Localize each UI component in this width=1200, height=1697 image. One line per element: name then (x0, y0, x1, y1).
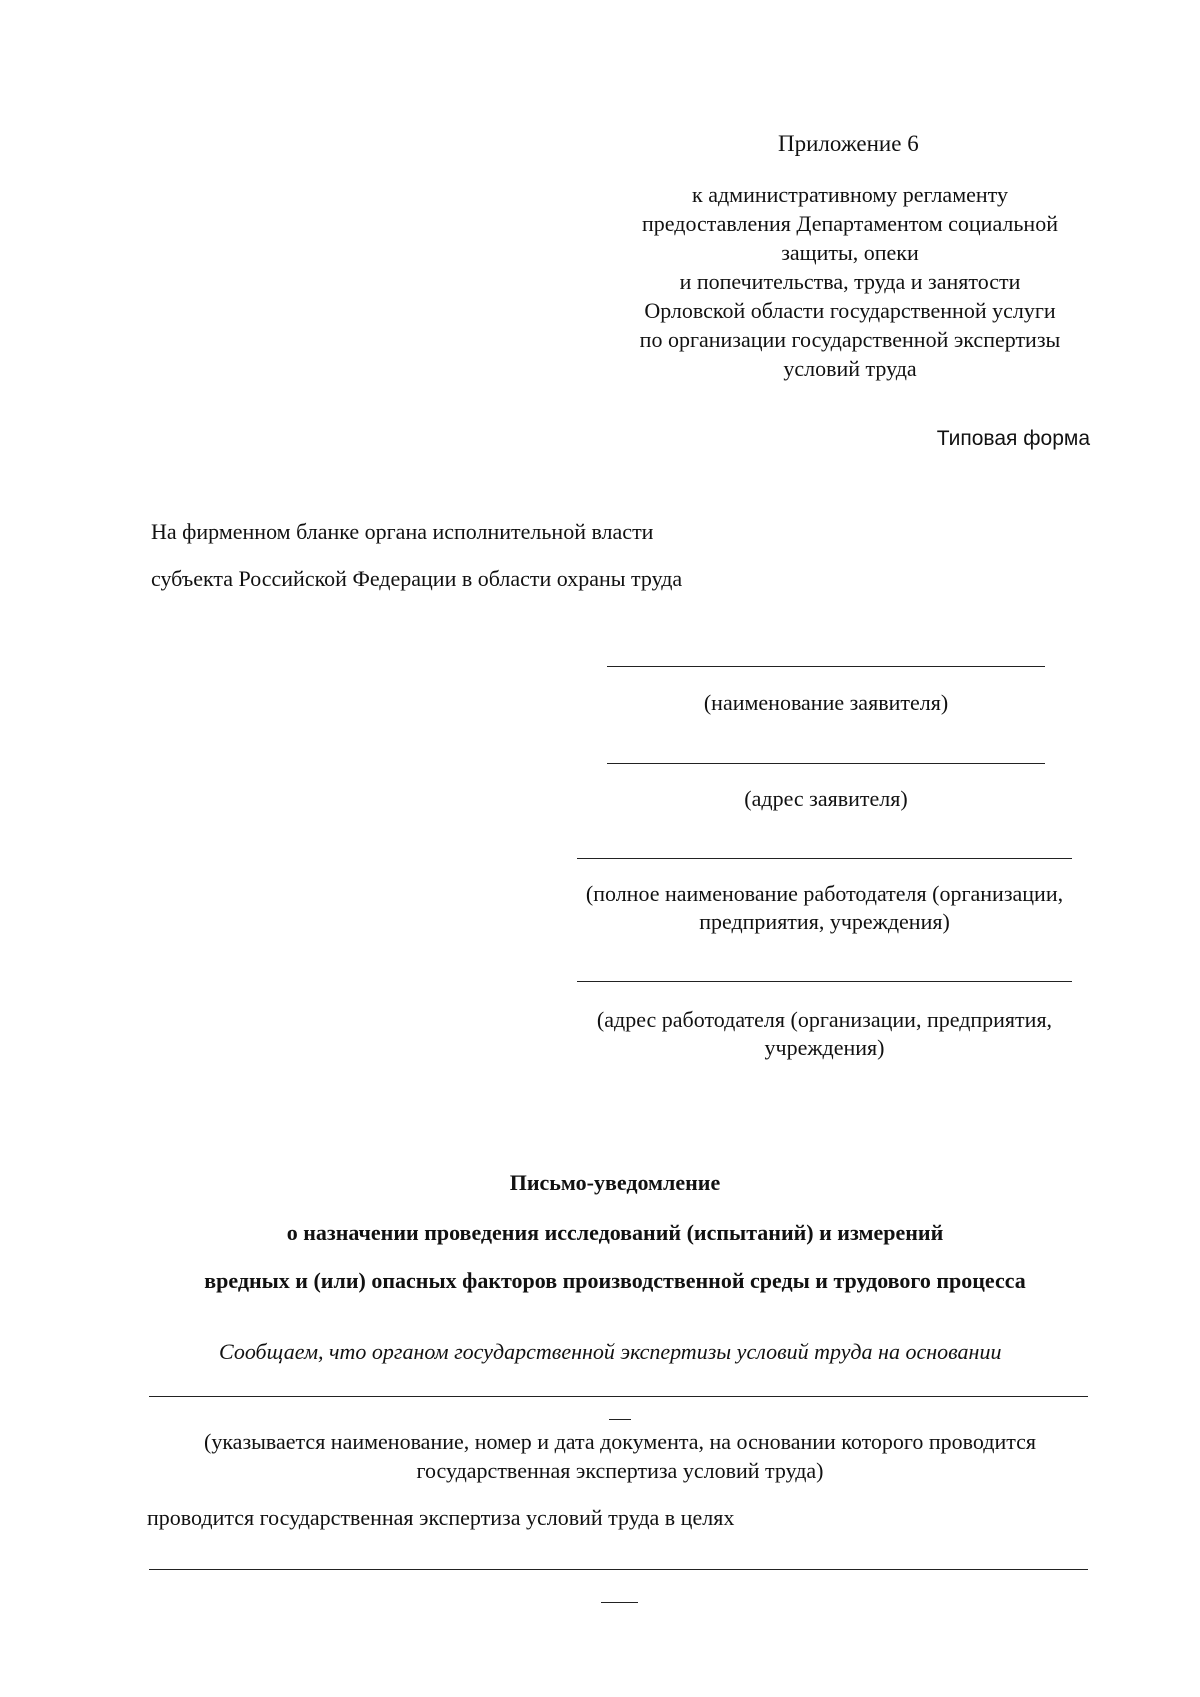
form-type-label: Типовая форма (936, 427, 1090, 450)
continuation-dash (601, 1602, 638, 1603)
appendix-line: защиты, опеки (781, 240, 919, 265)
applicant-address-caption: (адрес заявителя) (744, 786, 908, 811)
applicant-address-field[interactable] (607, 763, 1045, 764)
letter-subtitle-line1: о назначении проведения исследований (испытаний) и измерений (286, 1220, 944, 1245)
letter-title: Письмо-уведомление (509, 1170, 721, 1195)
employer-address-field[interactable] (577, 981, 1072, 982)
employer-address-caption-line1: (адрес работодателя (организации, предприятия, (596, 1007, 1053, 1032)
employer-name-caption-line2: предприятия, учреждения) (699, 909, 950, 934)
applicant-name-caption: (наименование заявителя) (703, 690, 949, 715)
appendix-line: условий труда (783, 356, 917, 381)
appendix-reference (612, 180, 1088, 383)
appendix-title: Приложение 6 (778, 131, 919, 156)
letter-intro: Сообщаем, что органом государственной экспертизы условий труда на основании (219, 1339, 1002, 1364)
letterhead-note-line1: На фирменном бланке органа исполнительной власти (151, 519, 654, 544)
appendix-line: по организации государственной экспертизы (639, 327, 1061, 352)
continuation-dash (609, 1419, 631, 1420)
purpose-text: проводится государственная экспертиза условий труда в целях (147, 1505, 735, 1530)
letter-subtitle-line2: вредных и (или) опасных факторов производственной среды и трудового процесса (204, 1268, 1026, 1293)
letterhead-note-line2: субъекта Российской Федерации в области охраны труда (151, 566, 683, 591)
appendix-line: предоставления Департаментом социальной (642, 211, 1058, 236)
employer-name-field[interactable] (577, 858, 1072, 859)
basis-hint-line2: государственная экспертиза условий труда) (416, 1458, 824, 1483)
basis-hint-line1: (указывается наименование, номер и дата документа, на основании которого проводится (204, 1429, 1036, 1454)
employer-address-caption-line2: учреждения) (764, 1035, 885, 1060)
purpose-field[interactable] (149, 1569, 1088, 1570)
applicant-name-field[interactable] (607, 666, 1045, 667)
appendix-line: и попечительства, труда и занятости (679, 269, 1021, 294)
appendix-line: Орловской области государственной услуги (644, 298, 1056, 323)
employer-name-caption-line1: (полное наименование работодателя (организации, (585, 881, 1064, 906)
appendix-line: к административному регламенту (692, 182, 1008, 207)
basis-document-field[interactable] (149, 1396, 1088, 1397)
